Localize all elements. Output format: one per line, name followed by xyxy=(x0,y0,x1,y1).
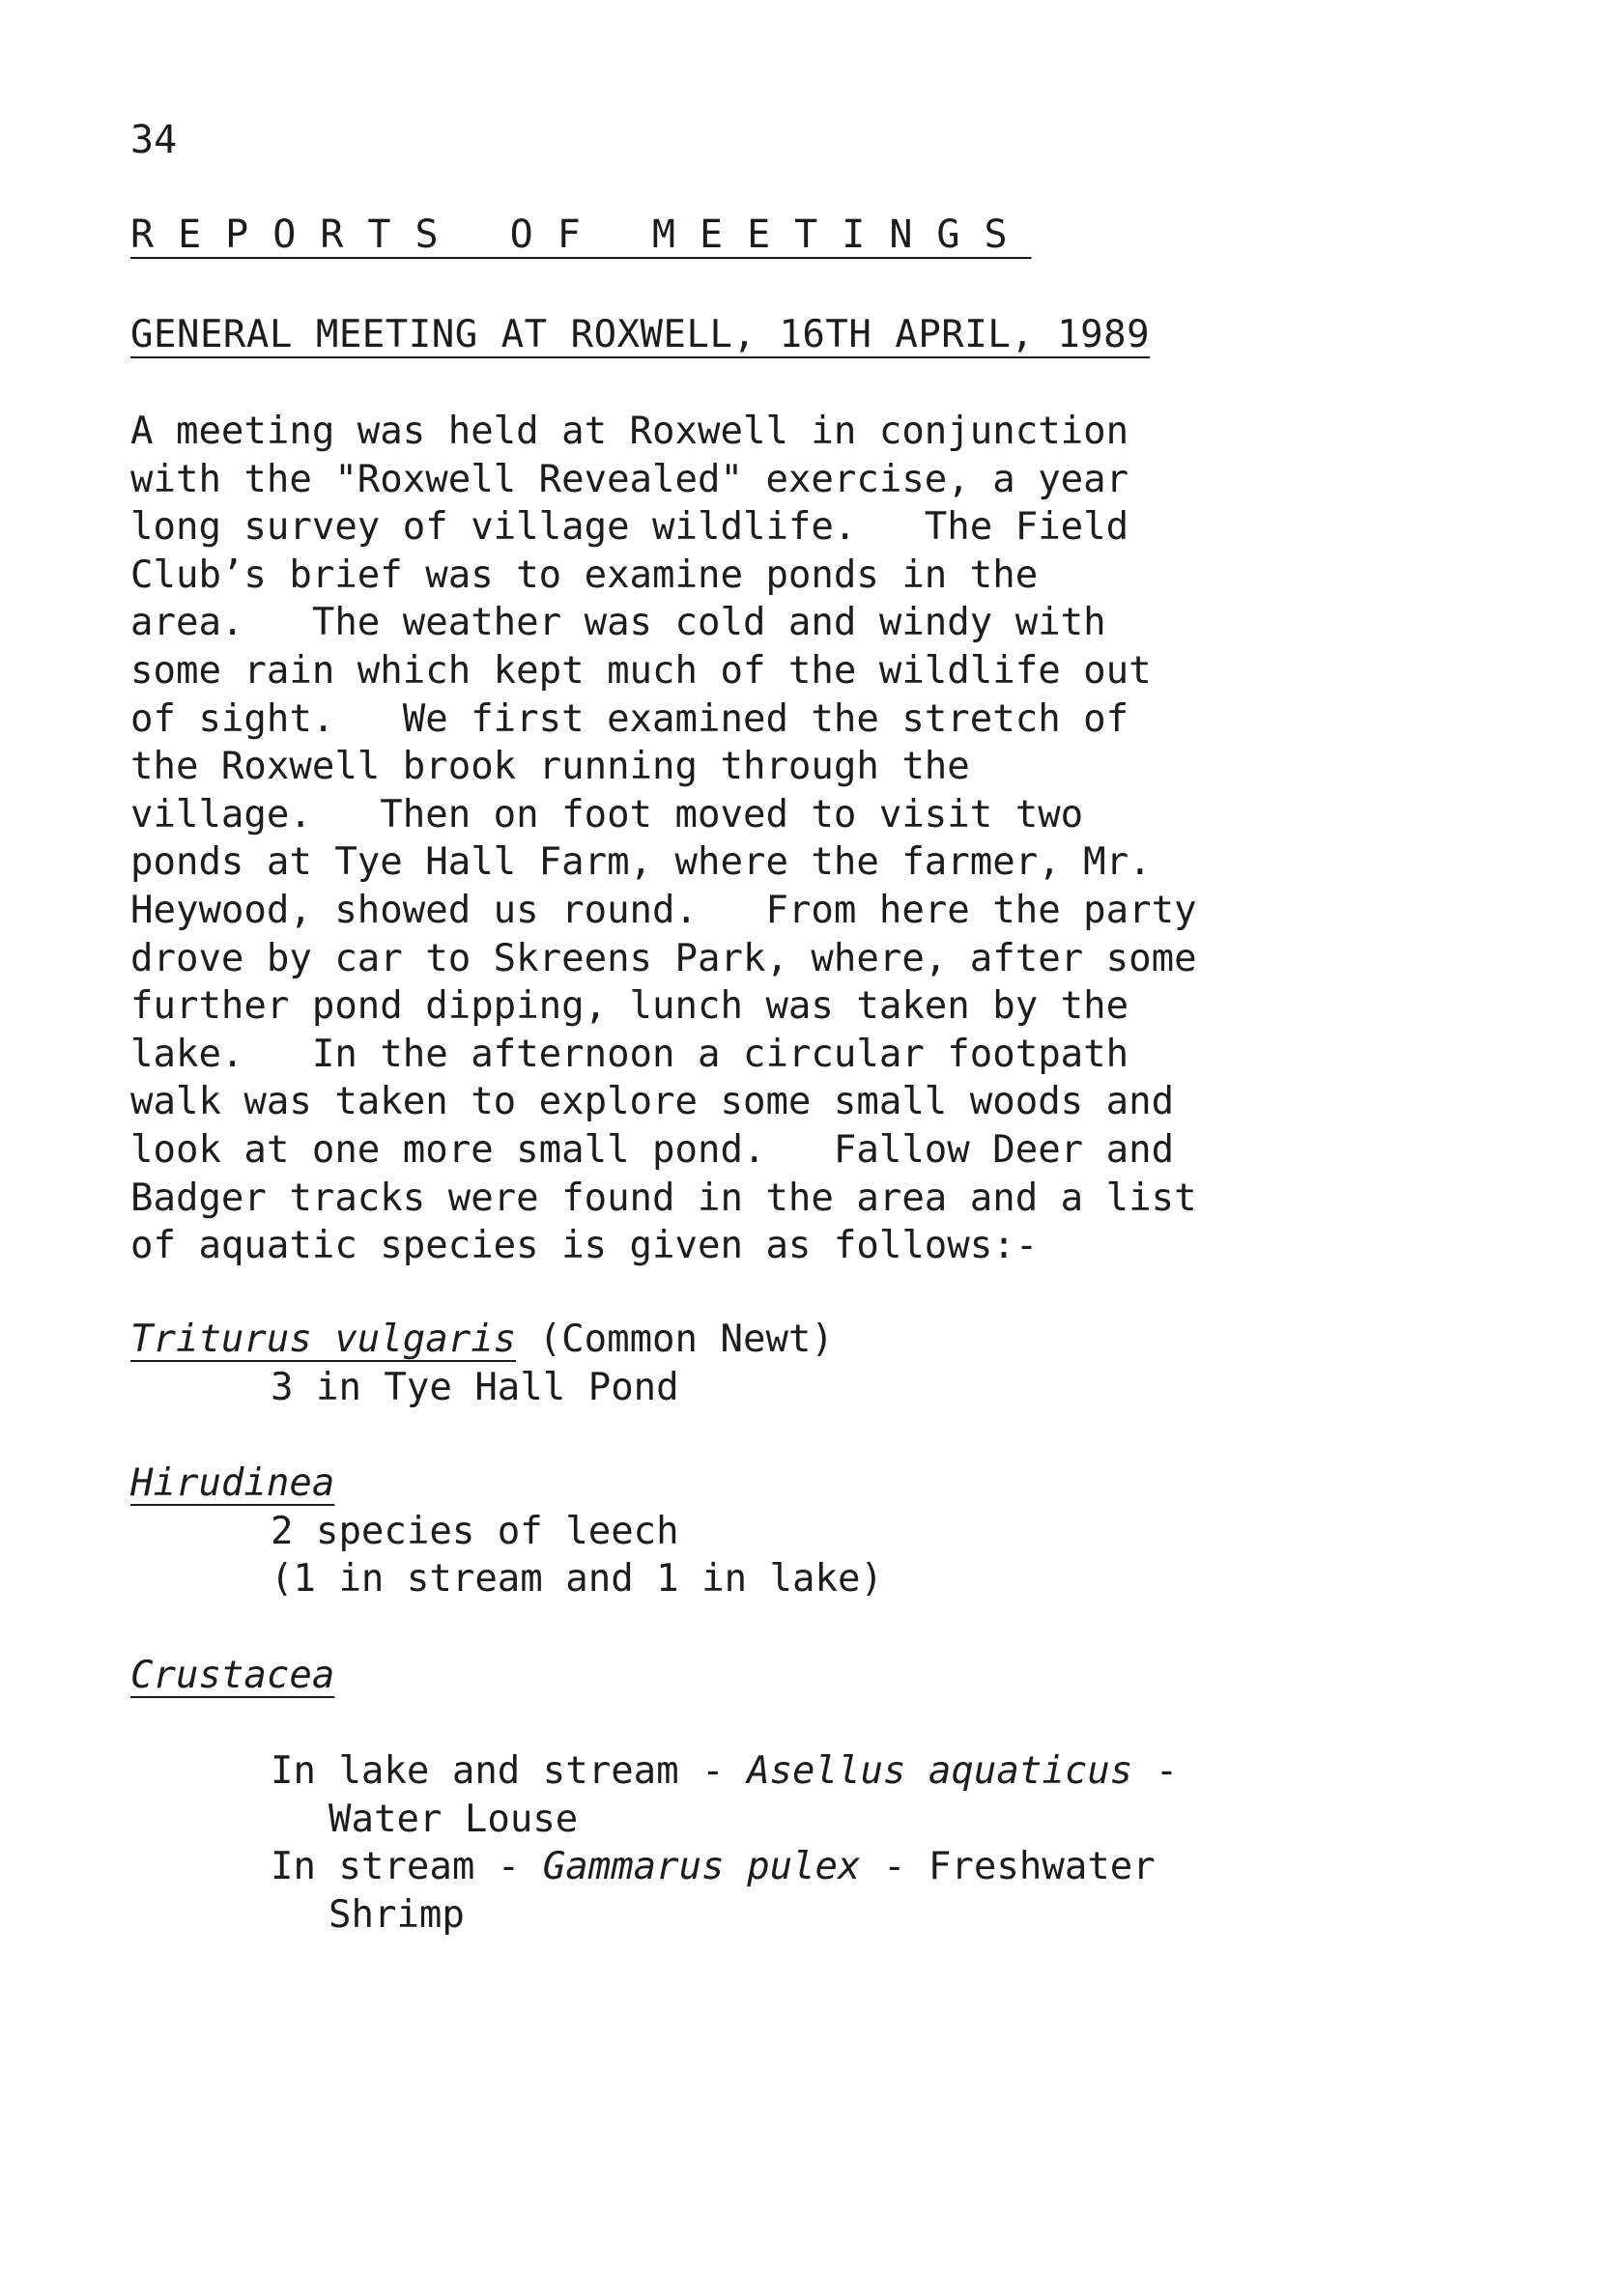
species-detail xyxy=(130,1843,1178,1891)
habitat-text: In stream - xyxy=(271,1845,543,1889)
taxon-name: Crustacea xyxy=(130,1654,335,1697)
species-heading xyxy=(130,1652,1178,1700)
report-line: A meeting was held at Roxwell in conjunction xyxy=(130,410,1129,453)
species-detail: 3 in Tye Hall Pond xyxy=(271,1365,679,1409)
species-detail: 2 species of leech xyxy=(271,1509,679,1553)
report-line: village. Then on foot moved to visit two xyxy=(130,792,1084,836)
taxon-name: Triturus vulgaris xyxy=(130,1318,517,1361)
report-line: further pond dipping, lunch was taken by the xyxy=(130,984,1129,1029)
species-detail: (1 in stream and 1 in lake) xyxy=(271,1557,883,1602)
report-line: the Roxwell brook running through the xyxy=(130,745,970,789)
common-name: (Common Newt) xyxy=(516,1318,834,1361)
species-latin-name: Gammarus pulex xyxy=(542,1845,861,1889)
separator-text: - xyxy=(1132,1749,1179,1794)
species-latin-name: Asellus aquaticus xyxy=(747,1749,1133,1794)
report-line: lake. In the afternoon a circular footpath xyxy=(130,1032,1129,1076)
report-line: of sight. We first examined the stretch of xyxy=(130,696,1129,741)
species-heading xyxy=(130,1460,883,1508)
report-line: walk was taken to explore some small woods and xyxy=(130,1080,1175,1124)
species-common-name: Shrimp xyxy=(329,1892,465,1937)
report-line: some rain which kept much of the wildlife out xyxy=(130,648,1152,693)
report-line: Heywood, showed us round. From here the party xyxy=(130,888,1197,932)
report-line: long survey of village wildlife. The Field xyxy=(130,505,1129,550)
species-entry-leech xyxy=(130,1460,883,1603)
report-line: of aquatic species is given as follows:- xyxy=(130,1224,1039,1268)
report-line: ponds at Tye Hall Farm, where the farmer, Mr. xyxy=(130,840,1152,885)
section-title: REPORTS OF MEETINGS xyxy=(130,213,1032,257)
taxon-name: Hirudinea xyxy=(130,1461,335,1505)
species-entry-crustacea xyxy=(130,1652,1178,1940)
report-line: area. The weather was cold and windy with xyxy=(130,601,1106,645)
report-paragraph xyxy=(130,408,1502,1270)
report-line: drove by car to Skreens Park, where, after some xyxy=(130,936,1197,980)
blank-line xyxy=(130,1700,1178,1748)
separator-text: - Freshwater xyxy=(860,1845,1156,1889)
page-number: 34 xyxy=(130,118,178,162)
species-common-name: Water Louse xyxy=(329,1797,579,1841)
meeting-title: GENERAL MEETING AT ROXWELL, 16TH APRIL, 1989 xyxy=(130,313,1151,356)
species-detail xyxy=(130,1747,1178,1796)
report-line: with the "Roxwell Revealed" exercise, a year xyxy=(130,457,1129,501)
species-entry-newt xyxy=(130,1316,834,1411)
report-line: Club’s brief was to examine ponds in the xyxy=(130,553,1039,597)
habitat-text: In lake and stream - xyxy=(271,1749,748,1794)
report-line: Badger tracks were found in the area and a list xyxy=(130,1176,1197,1220)
report-line: look at one more small pond. Fallow Deer and xyxy=(130,1127,1175,1172)
species-heading xyxy=(130,1316,834,1364)
